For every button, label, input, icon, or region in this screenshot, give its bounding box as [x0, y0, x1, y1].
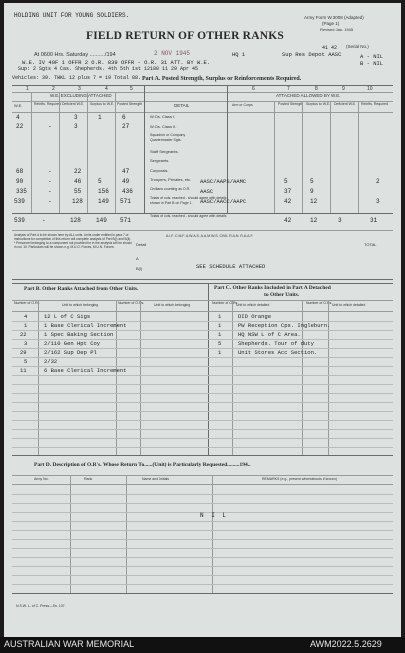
total-cell: 12 — [310, 217, 318, 224]
cell: - — [48, 198, 52, 205]
cell: 12 — [310, 198, 318, 205]
form-title: FIELD RETURN OF OTHER RANKS — [86, 30, 284, 42]
cell: 2 — [376, 178, 380, 185]
row-b: B(i) — [136, 266, 143, 271]
archive-name: AUSTRALIAN WAR MEMORIAL — [4, 639, 135, 649]
part-c-num: 5 — [218, 340, 222, 347]
part-c-num: 1 — [218, 349, 222, 356]
sub-header: Posted Strength — [117, 102, 143, 106]
col-header: Unit to which detailed — [236, 303, 270, 307]
col-num: 1 — [26, 86, 29, 92]
sub-header: Surplus to W.E. — [90, 102, 115, 106]
attached-allowed-header: ATTACHED ALLOWED BY W.E. — [276, 93, 341, 98]
col-num: 3 — [78, 86, 81, 92]
part-d-title: Part D. Description of O.R's. Whose Return To......(Unit) is Particularly Requested.........194.. — [34, 462, 251, 468]
col-header: Number of O.Rs. — [14, 301, 41, 305]
document-page — [4, 3, 401, 637]
part-c-unit: HQ NSW L of C Area. — [238, 331, 301, 338]
unit-stamp: HOLDING UNIT FOR YOUNG SOLDIERS. — [14, 12, 130, 19]
printer-imprint: N.S.W. L. of C. Press—Sn. 107. — [16, 604, 66, 608]
totals-note: Totals of cols. reached - should agree with details — [150, 214, 227, 218]
cell: 5 — [284, 178, 288, 185]
col-header: REMARKS (e.g., present whereabouts if known) — [262, 477, 337, 481]
col-header: Rank — [84, 477, 93, 481]
part-b-unit: 2/32 — [44, 358, 58, 365]
hours-label: At 0600 Hrs. Saturday ........../194 — [34, 52, 116, 58]
part-c-num: 1 — [218, 331, 222, 338]
sub-header: Deficient W.E. — [62, 102, 84, 106]
part-c-unit: DID Orange — [238, 313, 272, 320]
unit-code: 41 42 — [322, 45, 338, 51]
cell: 571 — [120, 198, 131, 205]
sub-header: W.E. — [14, 103, 23, 108]
schedule-note: SEE SCHEDULE ATTACHED — [196, 263, 266, 270]
cell: - — [48, 168, 52, 175]
cell: 156 — [98, 188, 109, 195]
part-b-unit: 2/162 Sup Dep Pl — [44, 349, 97, 356]
archive-id: AWM2022.5.2629 — [310, 639, 382, 649]
detail-label: Detail — [136, 242, 147, 247]
cell: 27 — [122, 123, 130, 130]
we-line: W.E. IV 40F 1 OFFR 2 O.R. 839 OFFR - O.R. 31 ATT. BY W.E. — [22, 59, 211, 66]
cell: 1 — [98, 114, 102, 121]
col-num: 10 — [367, 86, 373, 92]
nil-entry: N I L — [200, 512, 229, 519]
total-cell: 31 — [370, 217, 378, 224]
col-header: Army No. — [34, 477, 49, 481]
col-header: Unit to which belonging — [62, 303, 99, 307]
col-num: 6 — [252, 86, 255, 92]
detail-row: Staff Sergeants. — [150, 149, 179, 154]
sub-header: Reinfts. Required — [34, 102, 62, 106]
detail-row: shown in Part B on Page 1. — [150, 201, 193, 205]
part-a-title: Part A. Posted Strength, Surplus or Reinforcements Required. — [142, 76, 302, 82]
rq-number: HQ 1 — [232, 51, 246, 58]
page-number: (Page 1) — [322, 21, 340, 26]
part-b-num: 5 — [24, 358, 28, 365]
part-b-num: 4 — [24, 313, 28, 320]
part-b-num: 1 — [24, 322, 28, 329]
total-cell: - — [42, 217, 46, 224]
col-header: Number of O.Rs. — [118, 301, 145, 305]
col-num: 2 — [52, 86, 55, 92]
cell: 47 — [122, 168, 130, 175]
total-label: TOTAL — [364, 242, 377, 247]
col-num: 9 — [342, 86, 345, 92]
detail-header: DETAIL — [174, 103, 190, 108]
col-num: 7 — [287, 86, 290, 92]
date-stamp: 2 NOV 1945 — [154, 50, 191, 57]
part-b-unit: 1 Base Clerical Increment — [44, 322, 127, 329]
detail-row: Troopers, Privates, etc. — [150, 177, 192, 182]
cell: - — [48, 178, 52, 185]
sup-line: Sup: 2 Sgts 4 Cas. Shepherds. 4th 5th 1st 12180 11 29 Apr 45 — [18, 66, 199, 72]
sub-header: Posted Strength — [278, 102, 304, 106]
detail-row: Squadron or Company — [150, 133, 186, 137]
cell: 149 — [98, 198, 109, 205]
cell: - — [48, 188, 52, 195]
detail-row: W.Os. Class II. — [150, 124, 177, 129]
cell: 3 — [74, 114, 78, 121]
part-b-num: 11 — [20, 367, 27, 374]
detail-row: Sergeants. — [150, 158, 170, 163]
part-b-unit: 2/110 Gen Hpt Coy — [44, 340, 101, 347]
detail-row: Civilians counting as O.R. — [150, 187, 191, 191]
sub-header: Reinfts. Required — [361, 102, 389, 106]
serial-number-label: (Serial No.) — [346, 44, 369, 49]
detail-row: W.Os. Class I. — [150, 114, 176, 119]
sub-header: Arm or Corps — [232, 103, 253, 107]
service-heads: A.I.F. C.M.F. A.W.A.S. A.A.M.W.S. CIVIL R.A.N. R.A.A.F. — [166, 234, 254, 238]
part-b-num: 22 — [20, 331, 27, 338]
total-cell: 3 — [338, 217, 342, 224]
footnote: Analysis of Part A to be shown here by ALL units. Units under entitled in para 7 of Instructions for completion of this return will complete analysis of Part B(i) and B(ii). * Personnel belonging to a component not provided for in the analysis will be shown in col. 10. Particulars will be shown e.g. M.U.G. Forces, M.U.N. Forces. — [14, 233, 133, 249]
part-b-title: Part B. Other Ranks Attached from Other Units. — [24, 286, 139, 292]
part-c-unit: Shepherds. Tour of duty — [238, 340, 314, 347]
part-c-unit: Unit Stores Acc Section. — [238, 349, 318, 356]
cell: 22 — [16, 123, 24, 130]
cell: 3 — [376, 198, 380, 205]
cell: AASC/AAPS/AAMC — [200, 178, 247, 185]
form-number: Army Form W.3008 (Adapted) — [304, 15, 364, 20]
cell: 539 — [14, 198, 25, 205]
cell: 55 — [74, 188, 82, 195]
part-c-title-2: to Other Units. — [264, 292, 300, 298]
cell: 37 — [284, 188, 292, 195]
col-num: 5 — [130, 86, 133, 92]
row-a: A — [136, 256, 139, 261]
part-c-num: 1 — [218, 313, 222, 320]
col-num: 8 — [315, 86, 318, 92]
cell: 42 — [284, 198, 292, 205]
part-c-unit: PW Reception Cps. Ingleburn. — [238, 322, 331, 329]
total-cell: 42 — [284, 217, 292, 224]
cell: 3 — [74, 123, 78, 130]
cell: 335 — [16, 188, 27, 195]
detail-row: Corporals. — [150, 168, 169, 173]
cell: 9 — [310, 188, 314, 195]
total-cell: 539 — [14, 217, 25, 224]
part-b-unit: 1 Spec Baking Section — [44, 331, 114, 338]
sub-header: Surplus to W.E. — [306, 102, 331, 106]
cell: 5 — [310, 178, 314, 185]
revision: Revised Jan. 1945 — [320, 27, 354, 32]
cell: 90 — [16, 178, 24, 185]
part-c-num: 1 — [218, 322, 222, 329]
cell: AASC — [200, 188, 214, 195]
part-b-num: 29 — [20, 349, 27, 356]
part-b-num: 3 — [24, 340, 28, 347]
we-excluding-header: W.E. EXCLUDING ATTACHED — [50, 93, 112, 98]
cell: 128 — [72, 198, 83, 205]
cell: 49 — [122, 178, 130, 185]
vehicles-line: Vehicles: 39. TWKL 12 plus 7 = 19 Total 88. — [12, 75, 142, 81]
cell: - — [48, 123, 52, 130]
total-cell: 571 — [120, 217, 131, 224]
total-cell: 128 — [70, 217, 81, 224]
cell: 4 — [16, 114, 20, 121]
a-nil: A - NIL — [360, 53, 384, 60]
cell: 22 — [74, 168, 82, 175]
cell: 6 — [122, 114, 126, 121]
detail-row: Quartermaster Sgts. — [150, 138, 182, 142]
unit-name: Sup Res Depot AASC — [282, 51, 342, 58]
part-b-unit: 6 Base Clerical Increment — [44, 367, 127, 374]
detail-row: Totals of cols. reached - should agree with details — [150, 196, 227, 200]
total-cell: 149 — [96, 217, 107, 224]
col-header: Unit to which belonging — [154, 303, 191, 307]
cell: AASC/AACC/AAPC — [200, 198, 247, 205]
part-b-unit: 12 L of C Sigs — [44, 313, 91, 320]
col-header: Number of O.Rs. — [212, 301, 239, 305]
cell: 46 — [74, 178, 82, 185]
b-nil: B - NIL — [360, 60, 384, 67]
cell: 68 — [16, 168, 24, 175]
col-header: Unit to which detailed — [332, 303, 366, 307]
col-header: Number of O.Rs. — [306, 301, 333, 305]
caption-bar — [0, 637, 405, 653]
col-header: Name and Initials — [142, 477, 170, 481]
cell: 5 — [98, 178, 102, 185]
cell: 436 — [122, 188, 133, 195]
part-c-title-1: Part C. Other Ranks Included in Part A Detached — [214, 285, 331, 291]
col-num: 4 — [105, 86, 108, 92]
sub-header: Deficient W.E. — [334, 102, 356, 106]
